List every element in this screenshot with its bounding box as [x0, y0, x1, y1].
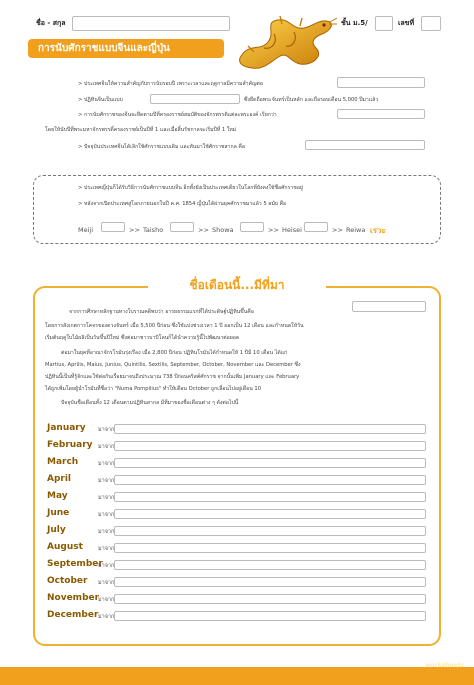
month-name-september: September — [47, 559, 103, 569]
dragon-illustration — [234, 12, 338, 74]
month-from-label: มาจาก — [98, 563, 115, 569]
months-para-1: จากการศึกษาหลักฐานทางโบราณคดีพบว่า อารยธรรมแรกที่ได้ประดิษฐ์ปฏิทินขึ้นคือ — [69, 309, 254, 315]
months-title: ชื่อเดือนนี้...มีที่มา — [148, 274, 326, 296]
month-name-january: January — [47, 423, 86, 433]
month-name-february: February — [47, 440, 93, 450]
section1-line-5: > ปัจจุบันประเทศจีนได้เลิกใช้ศักราชแบบเดิม และหันมาใช้ศักราชสากล คือ — [78, 144, 246, 150]
month-name-november: November — [47, 593, 100, 603]
month-name-october: October — [47, 576, 88, 586]
era-field-meiji[interactable] — [101, 222, 125, 232]
blank-field-2[interactable] — [150, 94, 240, 104]
months-para-3: ปัจจุบันชื่อเดือนทั้ง 12 เดือนตามปฏิทินสากล มีที่มาของชื่อเดือนต่าง ๆ ดังต่อไปนี้ — [61, 400, 239, 406]
era-sep-1: >> — [129, 226, 140, 234]
month-origin-field-january[interactable] — [114, 424, 426, 434]
month-from-label: มาจาก — [98, 512, 115, 518]
month-origin-field-february[interactable] — [114, 441, 426, 451]
era-taisho: Taisho — [143, 226, 164, 234]
month-name-may: May — [47, 491, 68, 501]
month-from-label: มาจาก — [98, 444, 115, 450]
months-para-2b: Martius, Aprilis, Maius, Junius, Quintilis, Sextilis, September, October, November และ December ซึ่ง — [45, 362, 301, 368]
section1-line-4: โดยให้นับปีที่พระมหาจักรพรรดิ์ครองราชย์เป็นปีที่ 1 และเมื่อสิ้นรัชกาลจะเริ่มปีที่ 1 ใหม่ — [45, 127, 237, 133]
months-para-2d: ได้ถูกเพิ่มโดยผู้นำโรมันที่ชื่อว่า "Numa Pompilius" ทำให้เดือน October ถูกเลื่อนไปอยู่เดือน 10 — [45, 386, 262, 392]
name-field[interactable] — [72, 16, 230, 31]
era-field-showa[interactable] — [240, 222, 264, 232]
month-from-label: มาจาก — [98, 495, 115, 501]
footer-bar — [0, 667, 474, 685]
month-from-label: มาจาก — [98, 597, 115, 603]
month-from-label: มาจาก — [98, 478, 115, 484]
section1-line-1: > ประเทศจีนให้ความสำคัญกับการนับรอบปี เพราะเวลาและฤดูกาลมีความสำคัญต่อ — [78, 81, 263, 87]
name-label: ชื่อ - สกุล — [36, 19, 66, 27]
month-origin-field-october[interactable] — [114, 577, 426, 587]
title-banner — [28, 39, 224, 58]
month-name-june: June — [47, 508, 70, 518]
class-label: ชั้น ม.5/ — [341, 19, 368, 27]
era-meiji: Meiji — [78, 226, 94, 234]
section1-line-2: > ปฏิทินจีนเป็นแบบ — [78, 97, 123, 103]
footer-logo: TOP worksheets — [409, 662, 464, 669]
month-name-july: July — [47, 525, 66, 535]
month-from-label: มาจาก — [98, 427, 115, 433]
month-name-august: August — [47, 542, 83, 552]
page-title: การนับศักราชแบบจีนและญี่ปุ่น — [38, 43, 170, 54]
month-from-label: มาจาก — [98, 529, 115, 535]
month-from-label: มาจาก — [98, 461, 115, 467]
era-sep-3: >> — [268, 226, 279, 234]
months-para-1b: โดยการสังเกตการโคจรของดวงจันทร์ เมื่อ 5,500 ปีก่อน ซึ่งใช้แบ่งช่วงเวลา 1 ปี ออกเป็น 12 เดือน และกำหนดให้วัน — [45, 323, 304, 329]
era-showa: Showa — [212, 226, 234, 234]
months-para-1c: เริ่มต้นฤดูใบไม้ผลิเป็นวันขึ้นปีใหม่ ซึ่งต่อมาชาวบาบิโลนก็ได้นำความรู้นี้ไปพัฒนาต่อยอด — [45, 335, 240, 341]
era-reiwa: Reiwa — [346, 226, 366, 234]
month-origin-field-june[interactable] — [114, 509, 426, 519]
era-sep-4: >> — [332, 226, 343, 234]
month-from-label: มาจาก — [98, 580, 115, 586]
months-para-2c: ปฏิทินนี้เป็นที่รู้จักและใช้ต่อกันเรื่อยมาจนถึงประมาณ 738 ปีก่อนคริสต์ศักราช จากนั้นเพิ่ม January และ February — [45, 374, 300, 380]
era-reiwa-thai: เรวะ — [370, 226, 386, 235]
section1-line-2b: ซึ่งยึดถือพระจันทร์เป็นหลัก และถือรอบเดือน 5,000 ปีมาแล้ว — [244, 97, 379, 103]
months-para-2: ต่อมาในยุคที่อาณาจักรโรมันรุ่งเรือง เมื่อ 2,800 ปีก่อน ปฏิทินโรมันได้กำหนดให้ 1 ปีมี 10 เดือน ได้แก่ — [61, 350, 288, 356]
month-name-march: March — [47, 457, 79, 467]
class-field[interactable] — [375, 16, 393, 31]
month-from-label: มาจาก — [98, 614, 115, 620]
month-origin-field-august[interactable] — [114, 543, 426, 553]
era-sep-2: >> — [198, 226, 209, 234]
era-field-heisei[interactable] — [304, 222, 328, 232]
blank-field-3[interactable] — [337, 109, 425, 119]
era-heisei: Heisei — [282, 226, 302, 234]
blank-field-4[interactable] — [305, 140, 425, 150]
month-name-april: April — [47, 474, 72, 484]
month-origin-field-september[interactable] — [114, 560, 426, 570]
number-field[interactable] — [421, 16, 441, 31]
blank-field-1[interactable] — [337, 77, 425, 88]
month-origin-field-april[interactable] — [114, 475, 426, 485]
month-from-label: มาจาก — [98, 546, 115, 552]
month-origin-field-november[interactable] — [114, 594, 426, 604]
section2-line-1: > ประเทศญี่ปุ่นก็ได้รับวิธีการนับศักราชแบบจีน อีกทั้งยังเป็นประเทศเดียวในโลกที่ยังคงใช้ชื่อศักราชอยู่ — [78, 185, 303, 191]
section1-line-3: > การนับศักราชของจีนจะยึดตามปีที่ครองราชย์สมบัติของจักรพรรดิแต่ละพระองค์ เรียกว่า — [78, 112, 277, 118]
number-label: เลขที่ — [398, 19, 415, 27]
month-origin-field-december[interactable] — [114, 611, 426, 621]
month-origin-field-march[interactable] — [114, 458, 426, 468]
era-field-taisho[interactable] — [170, 222, 194, 232]
blank-field-civilization[interactable] — [352, 301, 426, 312]
month-origin-field-july[interactable] — [114, 526, 426, 536]
section2-line-2: > หลังจากเปิดประเทศสู่โลกภายนอกในปี ค.ศ. 1854 ญี่ปุ่นได้ผ่านยุคศักราชมาแล้ว 5 สมัย คือ — [78, 201, 287, 207]
month-name-december: December — [47, 610, 99, 620]
month-origin-field-may[interactable] — [114, 492, 426, 502]
